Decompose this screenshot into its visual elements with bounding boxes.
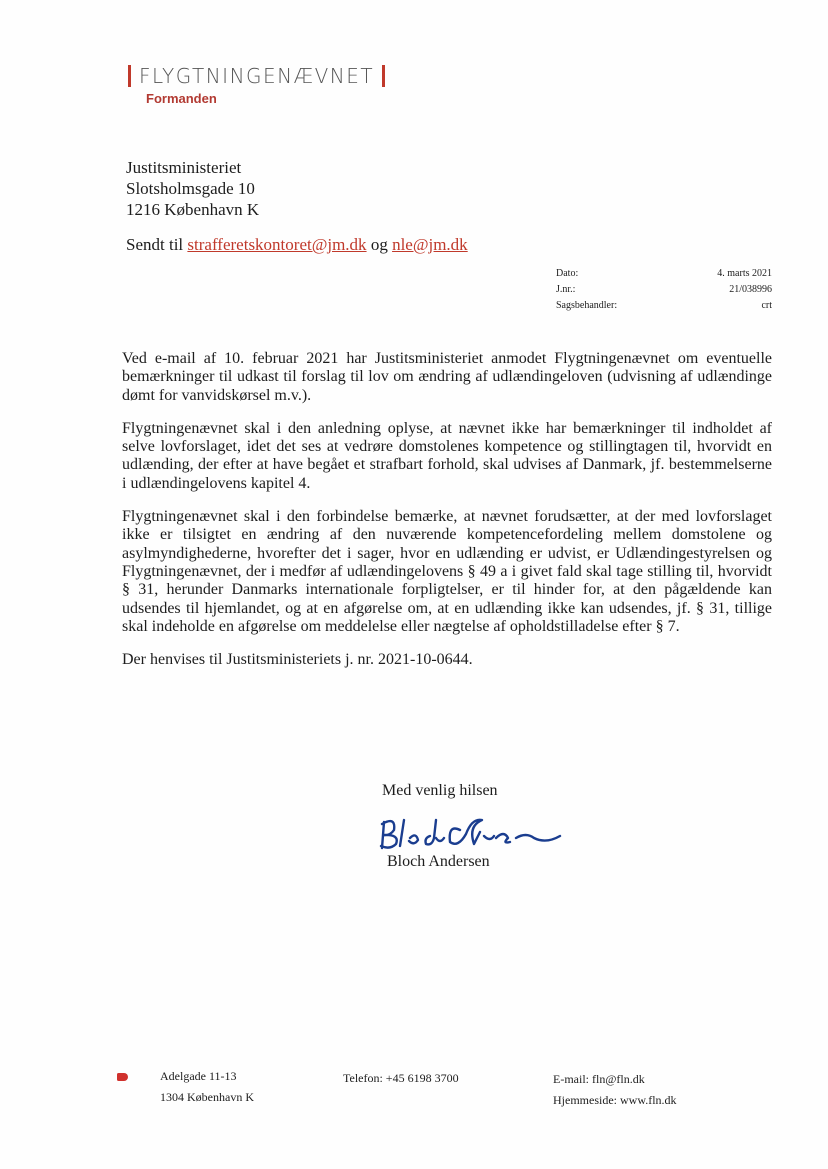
sent-to-prefix: Sendt til: [126, 235, 184, 254]
recipient-line: Slotsholmsgade 10: [126, 179, 255, 198]
letterhead-bar-right: [382, 65, 385, 87]
footer-phone: Telefon: +45 6198 3700: [343, 1071, 459, 1085]
sent-to-line: [126, 235, 468, 255]
jnr-row: [556, 282, 772, 298]
recipient-address: [126, 157, 259, 220]
email-link-nle[interactable]: nle@jm.dk: [392, 235, 468, 254]
letterhead: [128, 64, 385, 88]
body-paragraph: Flygtningenævnet skal i den anledning oplyse, at nævnet ikke har bemærkninger til indholdet af selve lovforslaget, idet det ses at vedrøre domstolenes kompetence og stillingtagen til, hvorvidt en udlænding, der efter at have begået et strafbart forhold, skal udvises af Danmark, jf. bestemmelserne i udlændingelovens kapitel 4.: [122, 419, 772, 492]
recipient-line: Justitsministeriet: [126, 158, 242, 177]
sent-to-connector: og: [370, 235, 388, 254]
body-paragraph: Flygtningenævnet skal i den forbindelse bemærke, at nævnet forudsætter, at der med lovforslaget ikke er tilsigtet en ændring af den nuværende kompetencefordeling mellem domstolene og asylmyndighederne, hvorefter det i sager, hvor en udlænding er udvist, er Udlændingestyrelsen og Flygtningenævnet, der i medfør af udlændingelovens § 49 a i givet fald skal tage stilling til, hvorvidt § 31, herunder Danmarks internationale forpligtelser, er til hinder for, at den pågældende kan udsendes til hjemlandet, og at en afgørelse om, at en udlænding ikke kan udsendes, jf. § 31, tillige skal indeholde en afgørelse om meddelelse eller nægtelse af opholdstilladelse efter § 7.: [122, 508, 772, 635]
body-paragraph: Ved e-mail af 10. februar 2021 har Justitsministeriet anmodet Flygtningenævnet om eventuelle bemærkninger til udkast til forslag til lov om ændring af udlændingeloven (udvisning af udlændinge dømt for vanvidskørsel m.v.).: [122, 350, 772, 404]
date-row: [556, 266, 772, 282]
handler-value: crt: [761, 300, 772, 311]
footer-email[interactable]: E-mail: fln@fln.dk: [553, 1072, 645, 1086]
footer-contact: [553, 1069, 677, 1111]
signer-name: Bloch Andersen: [387, 853, 490, 870]
recipient-line: 1216 København K: [126, 200, 260, 219]
footer-address: [160, 1066, 254, 1108]
jnr-value: 21/038996: [729, 284, 772, 295]
letter-body: [122, 350, 772, 684]
organization-name: FLYGTNINGENÆVNET: [139, 64, 375, 88]
footer-website[interactable]: Hjemmeside: www.fln.dk: [553, 1093, 677, 1107]
footer-arrow-icon: [117, 1073, 128, 1081]
date-value: 4. marts 2021: [717, 268, 772, 279]
date-label: Dato:: [556, 268, 579, 279]
letterhead-bar-left: [128, 65, 131, 87]
body-paragraph: Der henvises til Justitsministeriets j. nr. 2021-10-0644.: [122, 651, 473, 669]
handler-label: Sagsbehandler:: [556, 300, 618, 311]
footer-address-line: Adelgade 11-13: [160, 1069, 237, 1083]
closing-greeting: Med venlig hilsen: [382, 782, 498, 799]
case-metadata: [556, 266, 772, 314]
department-name: Formanden: [146, 91, 217, 106]
email-link-strafferet[interactable]: strafferetskontoret@jm.dk: [187, 235, 367, 254]
handler-row: [556, 298, 772, 314]
jnr-label: J.nr.:: [556, 284, 576, 295]
footer-address-line: 1304 København K: [160, 1090, 254, 1104]
